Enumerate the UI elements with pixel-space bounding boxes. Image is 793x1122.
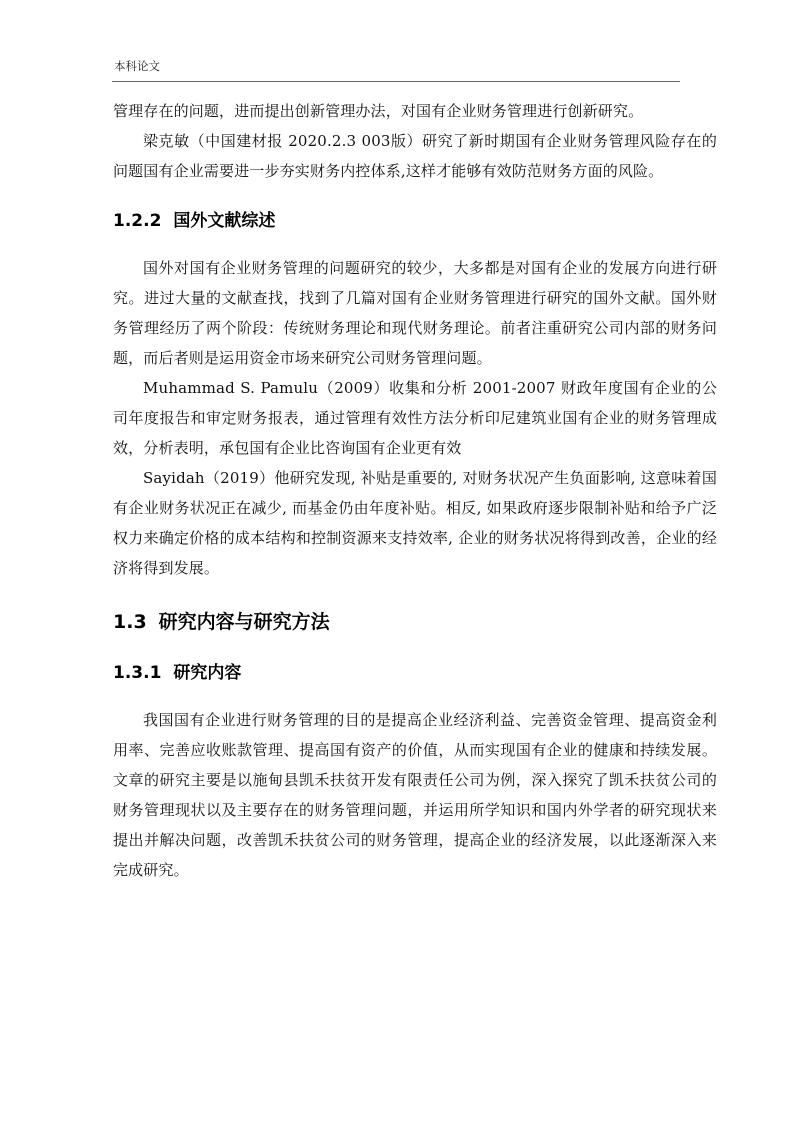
- section-heading: [113, 607, 717, 634]
- section-title: 研究内容与研究方法: [158, 611, 330, 633]
- section-heading: [113, 658, 717, 683]
- paragraph: 梁克敏（中国建材报 2020.2.3 003版）研究了新时期国有企业财务管理风险存在的问题国有企业需要进一步夯实财务内控体系,这样才能够有效防范财务方面的风险。: [113, 132, 717, 180]
- body-text: [113, 96, 717, 885]
- section-number: 1.3.1: [113, 663, 162, 683]
- paragraph: 管理存在的问题，进而提出创新管理办法，对国有企业财务管理进行创新研究。: [113, 102, 644, 120]
- section-title: 研究内容: [173, 663, 242, 683]
- section-heading: [113, 206, 717, 231]
- section-number: 1.3: [113, 611, 147, 633]
- paragraph: 我国国有企业进行财务管理的目的是提高企业经济利益、完善资金管理、提高资金利用率、完善应收账款管理、提高国有资产的价值，从而实现国有企业的健康和持续发展。文章的研究主要是以施甸县凯禾扶贫开发有限责任公司为例，深入探究了凯禾扶贫公司的财务管理现状以及主要存在的财务管理问题，并运用所学知识和国内外学者的研究现状来提出并解决问题，改善凯禾扶贫公司的财务管理，提高企业的经济发展，以此逐渐深入来完成研究。: [113, 711, 717, 879]
- section-number: 1.2.2: [113, 211, 162, 231]
- running-header: 本科论文: [114, 59, 160, 73]
- header-divider: [112, 81, 680, 82]
- paragraph: Muhammad S. Pamulu（2009）收集和分析 2001-2007 财政年度国有企业的公司年度报告和审定财务报表，通过管理有效性方法分析印尼建筑业国有企业的财务管理成效，分析表明，承包国有企业比咨询国有企业更有效: [113, 379, 717, 457]
- paragraph: Sayidah（2019）他研究发现, 补贴是重要的, 对财务状况产生负面影响, 这意味着国有企业财务状况正在减少, 而基金仍由年度补贴。相反, 如果政府逐步限制补贴和给予广泛权力来确定价格的成本结构和控制资源来支持效率, 企业的财务状况将得到改善，企业的经济将得到发展。: [113, 469, 717, 577]
- section-title: 国外文献综述: [173, 211, 276, 231]
- paragraph: 国外对国有企业财务管理的问题研究的较少，大多都是对国有企业的发展方向进行研究。进过大量的文献查找，找到了几篇对国有企业财务管理进行研究的国外文献。国外财务管理经历了两个阶段：传统财务理论和现代财务理论。前者注重研究公司内部的财务问题，而后者则是运用资金市场来研究公司财务管理问题。: [113, 259, 717, 367]
